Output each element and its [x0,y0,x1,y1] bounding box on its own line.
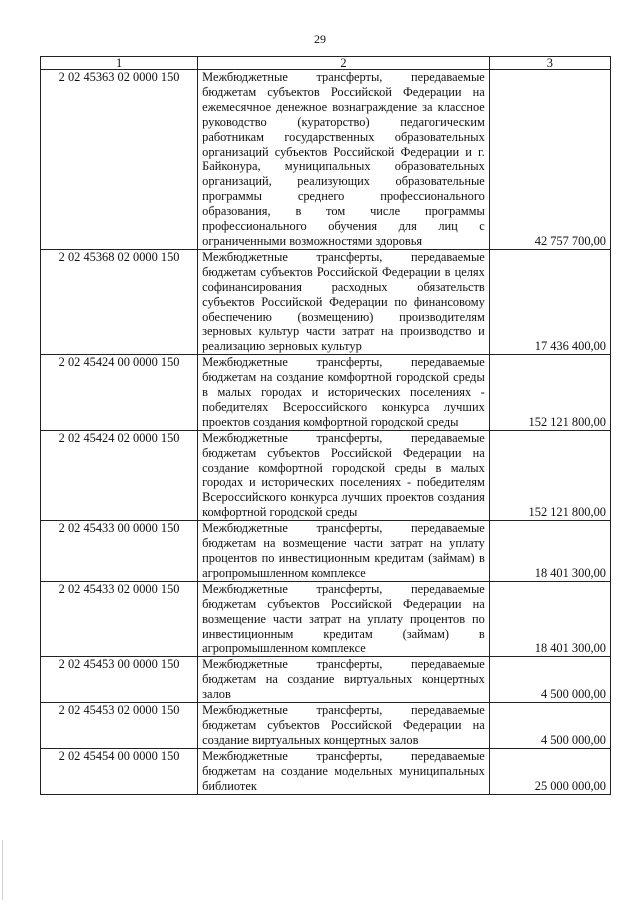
row-description: Межбюджетные трансферты, передаваемые бюджетам субъектов Российской Федерации в целях софинансирования расходных обязательств субъектов Российской Федерации по финансовому обеспечению (возмещению) производителям зерновых культур части затрат на производство и реализацию зерновых культур [198,249,490,354]
column-header-description: 2 [198,57,490,70]
table-row [41,581,611,657]
budget-code: 2 02 45453 00 0000 150 [41,657,198,703]
row-description: Межбюджетные трансферты, передаваемые бюджетам субъектов Российской Федерации на создание виртуальных концертных залов [198,703,490,749]
row-amount: 42 757 700,00 [489,70,610,250]
budget-code: 2 02 45433 00 0000 150 [41,521,198,582]
row-description: Межбюджетные трансферты, передаваемые бюджетам на создание модельных муниципальных библиотек [198,748,490,794]
page-number: 29 [314,32,326,46]
scan-edge-line [2,840,3,900]
budget-code: 2 02 45453 02 0000 150 [41,703,198,749]
table-row [41,521,611,582]
row-amount: 152 121 800,00 [489,430,610,520]
budget-code: 2 02 45424 02 0000 150 [41,430,198,520]
table-row [41,249,611,354]
row-amount: 17 436 400,00 [489,249,610,354]
row-amount: 18 401 300,00 [489,521,610,582]
table-row [41,703,611,749]
row-description: Межбюджетные трансферты, передаваемые бюджетам субъектов Российской Федерации на возмещение части затрат на уплату процентов по инвестиционным кредитам (займам) в агропромышленном комплексе [198,581,490,657]
row-amount: 25 000 000,00 [489,748,610,794]
budget-code: 2 02 45363 02 0000 150 [41,70,198,250]
table-row [41,355,611,431]
row-description: Межбюджетные трансферты, передаваемые бюджетам субъектов Российской Федерации на ежемесячное денежное вознаграждение за классное руководство (кураторство) педагогическим работникам государственных образовательных организаций субъектов Российской Федерации и г. Байконура, муниципальных образовательных организаций, реализующих образовательные программы среднего профессионального образования, в том числе программы профессионального обучения для лиц с ограниченными возможностями здоровья [198,70,490,250]
budget-code: 2 02 45368 02 0000 150 [41,249,198,354]
row-description: Межбюджетные трансферты, передаваемые бюджетам субъектов Российской Федерации на создание комфортной городской среды в малых городах и исторических поселениях - победителям Всероссийского конкурса лучших проектов создания комфортной городской среды [198,430,490,520]
row-amount: 152 121 800,00 [489,355,610,431]
row-amount: 4 500 000,00 [489,703,610,749]
row-description: Межбюджетные трансферты, передаваемые бюджетам на возмещение части затрат на уплату процентов по инвестиционным кредитам (займам) в агропромышленном комплексе [198,521,490,582]
budget-table [40,56,611,795]
budget-code: 2 02 45454 00 0000 150 [41,748,198,794]
row-description: Межбюджетные трансферты, передаваемые бюджетам на создание виртуальных концертных залов [198,657,490,703]
table-row [41,70,611,250]
row-amount: 4 500 000,00 [489,657,610,703]
budget-code: 2 02 45433 02 0000 150 [41,581,198,657]
table-row [41,748,611,794]
budget-code: 2 02 45424 00 0000 150 [41,355,198,431]
column-header-amount: 3 [489,57,610,70]
table-header-row [41,57,611,70]
row-description: Межбюджетные трансферты, передаваемые бюджетам на создание комфортной городской среды в малых городах и исторических поселениях - победителях Всероссийского конкурса лучших проектов создания комфортной городской среды [198,355,490,431]
column-header-code: 1 [41,57,198,70]
table-row [41,657,611,703]
row-amount: 18 401 300,00 [489,581,610,657]
table-row [41,430,611,520]
